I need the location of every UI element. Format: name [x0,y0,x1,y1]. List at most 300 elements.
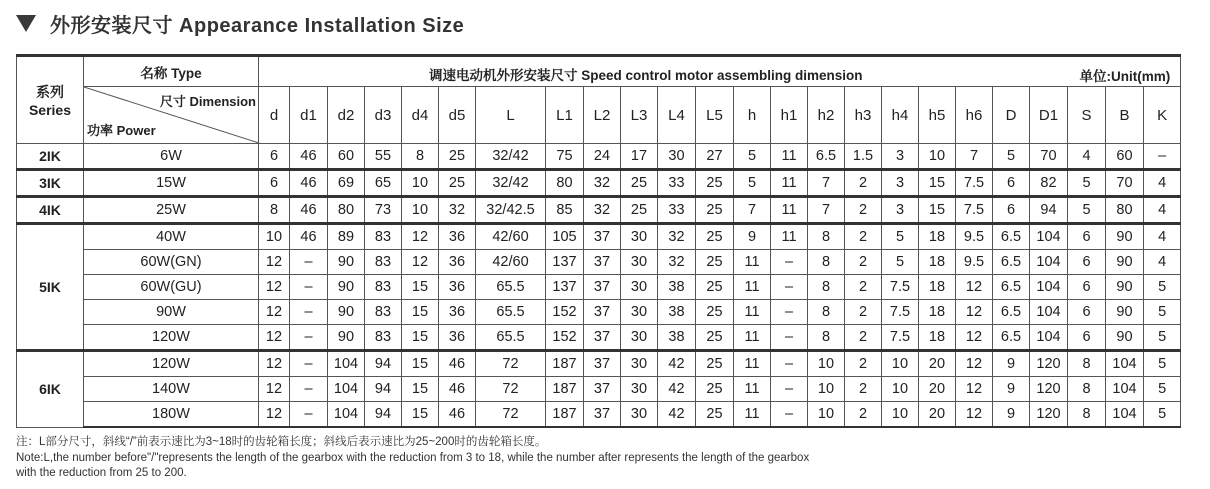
column-header: h [734,87,771,144]
group-header [259,56,1181,87]
value-cell: 46 [439,402,476,428]
table-row [17,325,1181,351]
value-cell: 9 [734,224,771,250]
value-cell: 10 [919,144,956,170]
value-cell: 5 [1068,197,1106,224]
value-cell: 137 [546,250,584,275]
value-cell: 90 [328,275,365,300]
value-cell: 18 [919,325,956,351]
value-cell: 15 [919,170,956,197]
value-cell: 2 [845,325,882,351]
value-cell: 104 [1106,351,1144,377]
value-cell: 94 [1030,197,1068,224]
value-cell: 65.5 [476,275,546,300]
column-header: S [1068,87,1106,144]
table-row [17,224,1181,250]
value-cell: 12 [402,224,439,250]
value-cell: 30 [621,325,658,351]
value-cell: 6 [993,197,1030,224]
value-cell: 10 [808,351,845,377]
value-cell: 25 [621,170,658,197]
table-row [17,144,1181,170]
value-cell: 36 [439,224,476,250]
value-cell: 25 [439,144,476,170]
power-cell: 180W [84,402,259,428]
value-cell: 10 [402,197,439,224]
value-cell: 25 [696,197,734,224]
value-cell: 20 [919,377,956,402]
value-cell: 12 [956,300,993,325]
value-cell: 94 [365,351,402,377]
value-cell: 104 [1106,377,1144,402]
value-cell: 6 [1068,325,1106,351]
table-row [17,377,1181,402]
value-cell: 6 [1068,275,1106,300]
value-cell: 11 [734,275,771,300]
column-header: B [1106,87,1144,144]
value-cell: 105 [546,224,584,250]
group-title: 调速电动机外形安装尺寸 Speed control motor assembling dimension [429,68,863,83]
value-cell: 9.5 [956,250,993,275]
power-cell: 15W [84,170,259,197]
value-cell: 33 [658,197,696,224]
value-cell: 2 [845,250,882,275]
value-cell: – [771,377,808,402]
power-cell: 6W [84,144,259,170]
value-cell: 65 [365,170,402,197]
value-cell: 5 [1144,300,1181,325]
value-cell: 10 [882,402,919,428]
series-cell: 2IK [17,144,84,170]
series-label-cn: 系列 [36,84,64,100]
value-cell: 90 [1106,250,1144,275]
value-cell: 11 [734,402,771,428]
value-cell: 37 [584,377,621,402]
column-header: L [476,87,546,144]
value-cell: 20 [919,351,956,377]
value-cell: 32/42 [476,170,546,197]
value-cell: 33 [658,170,696,197]
value-cell: 12 [259,250,290,275]
power-cell: 140W [84,377,259,402]
column-header: d [259,87,290,144]
value-cell: – [771,275,808,300]
value-cell: 6 [1068,300,1106,325]
value-cell: – [771,300,808,325]
value-cell: 7.5 [956,170,993,197]
note-en-line2: with the reduction from 25 to 200. [16,467,187,479]
value-cell: 30 [621,300,658,325]
value-cell: 11 [734,377,771,402]
value-cell: – [771,402,808,428]
unit-label: 单位:Unit(mm) [1079,69,1171,84]
table-row [17,300,1181,325]
value-cell: 8 [808,224,845,250]
table-row [17,250,1181,275]
power-cell: 90W [84,300,259,325]
value-cell: 7.5 [882,275,919,300]
value-cell: 37 [584,351,621,377]
value-cell: – [771,351,808,377]
value-cell: 18 [919,250,956,275]
value-cell: 32 [584,197,621,224]
value-cell: 83 [365,300,402,325]
value-cell: 42 [658,351,696,377]
value-cell: 8 [808,250,845,275]
value-cell: 15 [919,197,956,224]
value-cell: 37 [584,224,621,250]
value-cell: 12 [402,250,439,275]
value-cell: 8 [808,300,845,325]
column-header: L1 [546,87,584,144]
value-cell: 6.5 [993,250,1030,275]
value-cell: 72 [476,402,546,428]
column-header: h4 [882,87,919,144]
value-cell: 4 [1144,170,1181,197]
value-cell: 104 [328,377,365,402]
value-cell: 36 [439,250,476,275]
value-cell: 8 [808,275,845,300]
value-cell: 32 [584,170,621,197]
series-label-en: Series [28,102,72,118]
value-cell: 17 [621,144,658,170]
value-cell: 11 [771,144,808,170]
series-cell: 3IK [17,170,84,197]
value-cell: 30 [621,275,658,300]
value-cell: 9 [993,402,1030,428]
column-header: d4 [402,87,439,144]
value-cell: 30 [621,377,658,402]
value-cell: 11 [771,224,808,250]
column-header: d3 [365,87,402,144]
value-cell: 5 [882,250,919,275]
value-cell: 15 [402,377,439,402]
value-cell: 90 [328,250,365,275]
value-cell: 7 [808,170,845,197]
value-cell: 36 [439,275,476,300]
value-cell: 2 [845,197,882,224]
series-cell: 4IK [17,197,84,224]
value-cell: 38 [658,275,696,300]
value-cell: 12 [259,300,290,325]
triangle-bullet-icon [16,15,36,32]
value-cell: 3 [882,197,919,224]
value-cell: 5 [1144,351,1181,377]
column-header: L2 [584,87,621,144]
value-cell: 30 [621,224,658,250]
value-cell: 15 [402,351,439,377]
column-header: h1 [771,87,808,144]
value-cell: 42/60 [476,224,546,250]
value-cell: 104 [1106,402,1144,428]
series-cell: 6IK [17,351,84,428]
dimension-table [16,54,1181,428]
value-cell: 25 [696,300,734,325]
power-cell: 25W [84,197,259,224]
value-cell: 6 [993,170,1030,197]
value-cell: 7 [734,197,771,224]
value-cell: 8 [1068,377,1106,402]
value-cell: 5 [1144,377,1181,402]
value-cell: – [290,351,328,377]
value-cell: 12 [956,275,993,300]
value-cell: 5 [993,144,1030,170]
value-cell: 120 [1030,377,1068,402]
value-cell: 2 [845,377,882,402]
value-cell: 25 [696,325,734,351]
value-cell: 25 [621,197,658,224]
power-cell: 120W [84,351,259,377]
value-cell: 42 [658,402,696,428]
value-cell: 12 [956,351,993,377]
column-header: d5 [439,87,476,144]
column-header: h6 [956,87,993,144]
value-cell: 187 [546,351,584,377]
value-cell: 7 [808,197,845,224]
table-row [17,402,1181,428]
column-header-row [17,87,1181,144]
value-cell: 18 [919,300,956,325]
value-cell: 104 [1030,224,1068,250]
value-cell: 12 [956,325,993,351]
note-cn: 注：L部分尺寸，斜线“/”前表示速比为3~18时的齿轮箱长度；斜线后表示速比为25~200时的齿轮箱长度。 [16,436,547,448]
value-cell: 25 [696,224,734,250]
value-cell: 152 [546,325,584,351]
value-cell: – [771,325,808,351]
value-cell: 27 [696,144,734,170]
value-cell: 32 [658,224,696,250]
value-cell: 10 [808,402,845,428]
value-cell: 6 [259,170,290,197]
value-cell: 15 [402,275,439,300]
value-cell: 18 [919,275,956,300]
value-cell: 12 [259,402,290,428]
value-cell: 120 [1030,402,1068,428]
value-cell: 32 [658,250,696,275]
value-cell: 6 [1068,250,1106,275]
value-cell: 37 [584,275,621,300]
value-cell: 30 [658,144,696,170]
value-cell: 46 [290,170,328,197]
value-cell: 90 [1106,300,1144,325]
value-cell: 72 [476,377,546,402]
value-cell: 70 [1106,170,1144,197]
value-cell: 10 [808,377,845,402]
value-cell: 46 [290,197,328,224]
column-header: d2 [328,87,365,144]
table-row [17,197,1181,224]
column-header: h5 [919,87,956,144]
column-header: D1 [1030,87,1068,144]
value-cell: 152 [546,300,584,325]
value-cell: 12 [259,325,290,351]
value-cell: – [290,275,328,300]
value-cell: 83 [365,325,402,351]
value-cell: 82 [1030,170,1068,197]
value-cell: 8 [808,325,845,351]
value-cell: – [1144,144,1181,170]
value-cell: 9 [993,351,1030,377]
value-cell: 120 [1030,351,1068,377]
table-row [17,170,1181,197]
value-cell: 8 [1068,402,1106,428]
value-cell: 11 [734,300,771,325]
column-header: D [993,87,1030,144]
power-label: 功率 Power [87,123,156,138]
table-body [17,144,1181,428]
value-cell: 42 [658,377,696,402]
value-cell: 12 [259,351,290,377]
value-cell: 104 [1030,275,1068,300]
value-cell: 42/60 [476,250,546,275]
power-cell: 60W(GU) [84,275,259,300]
value-cell: 2 [845,170,882,197]
value-cell: 2 [845,224,882,250]
value-cell: 30 [621,402,658,428]
value-cell: 7.5 [956,197,993,224]
value-cell: 11 [771,197,808,224]
note-en-line1: Note:L,the number before"/"represents the length of the gearbox with the reduction from 3 to 18, while the number after represents the length of the gearbox [16,452,810,464]
value-cell: 9.5 [956,224,993,250]
value-cell: 12 [259,275,290,300]
value-cell: 30 [621,351,658,377]
value-cell: 65.5 [476,325,546,351]
value-cell: 32 [439,197,476,224]
value-cell: 15 [402,325,439,351]
value-cell: 89 [328,224,365,250]
value-cell: 5 [734,144,771,170]
value-cell: 1.5 [845,144,882,170]
section-header [16,8,464,38]
value-cell: 137 [546,275,584,300]
value-cell: 60 [328,144,365,170]
value-cell: 37 [584,325,621,351]
value-cell: 25 [696,351,734,377]
value-cell: 10 [259,224,290,250]
value-cell: 20 [919,402,956,428]
value-cell: 70 [1030,144,1068,170]
value-cell: 94 [365,402,402,428]
value-cell: 6.5 [993,275,1030,300]
value-cell: 5 [1144,325,1181,351]
series-header [17,56,84,144]
value-cell: 5 [1144,275,1181,300]
column-header: L4 [658,87,696,144]
value-cell: 25 [696,170,734,197]
value-cell: 5 [734,170,771,197]
value-cell: 80 [546,170,584,197]
value-cell: 46 [439,377,476,402]
value-cell: 18 [919,224,956,250]
value-cell: – [290,325,328,351]
diagonal-header-cell [84,87,259,144]
value-cell: 24 [584,144,621,170]
value-cell: 2 [845,402,882,428]
value-cell: – [290,250,328,275]
column-header: K [1144,87,1181,144]
value-cell: – [290,300,328,325]
value-cell: 32/42 [476,144,546,170]
value-cell: 46 [290,224,328,250]
value-cell: 12 [956,377,993,402]
value-cell: 25 [696,377,734,402]
value-cell: 69 [328,170,365,197]
value-cell: – [771,250,808,275]
value-cell: 11 [734,351,771,377]
value-cell: 8 [259,197,290,224]
value-cell: 4 [1144,224,1181,250]
power-cell: 120W [84,325,259,351]
value-cell: 8 [402,144,439,170]
section-title: 外形安装尺寸 Appearance Installation Size [50,14,465,37]
value-cell: 3 [882,144,919,170]
value-cell: 104 [1030,250,1068,275]
value-cell: 7.5 [882,300,919,325]
value-cell: 90 [328,325,365,351]
value-cell: 6 [1068,224,1106,250]
value-cell: 104 [1030,300,1068,325]
table-row [17,351,1181,377]
value-cell: 5 [1068,170,1106,197]
value-cell: 6.5 [993,300,1030,325]
value-cell: 65.5 [476,300,546,325]
value-cell: 80 [328,197,365,224]
value-cell: 8 [1068,351,1106,377]
value-cell: 6.5 [808,144,845,170]
value-cell: 2 [845,275,882,300]
value-cell: – [290,377,328,402]
column-header: h3 [845,87,882,144]
value-cell: 90 [1106,224,1144,250]
value-cell: 90 [1106,325,1144,351]
column-header: L3 [621,87,658,144]
value-cell: 25 [439,170,476,197]
value-cell: 32/42.5 [476,197,546,224]
value-cell: 4 [1144,197,1181,224]
value-cell: 5 [882,224,919,250]
value-cell: 2 [845,351,882,377]
value-cell: 83 [365,275,402,300]
value-cell: 9 [993,377,1030,402]
value-cell: 15 [402,300,439,325]
value-cell: 6.5 [993,325,1030,351]
column-header: h2 [808,87,845,144]
value-cell: 46 [290,144,328,170]
column-header: d1 [290,87,328,144]
value-cell: – [290,402,328,428]
power-cell: 40W [84,224,259,250]
value-cell: 10 [882,377,919,402]
value-cell: 90 [328,300,365,325]
value-cell: 104 [328,351,365,377]
value-cell: 5 [1144,402,1181,428]
value-cell: 37 [584,402,621,428]
value-cell: 80 [1106,197,1144,224]
value-cell: 75 [546,144,584,170]
value-cell: 7 [956,144,993,170]
value-cell: 25 [696,250,734,275]
column-header: L5 [696,87,734,144]
value-cell: 60 [1106,144,1144,170]
value-cell: 11 [734,250,771,275]
value-cell: 83 [365,250,402,275]
value-cell: 72 [476,351,546,377]
table-row [17,275,1181,300]
value-cell: 73 [365,197,402,224]
value-cell: 36 [439,300,476,325]
value-cell: 36 [439,325,476,351]
value-cell: 7.5 [882,325,919,351]
